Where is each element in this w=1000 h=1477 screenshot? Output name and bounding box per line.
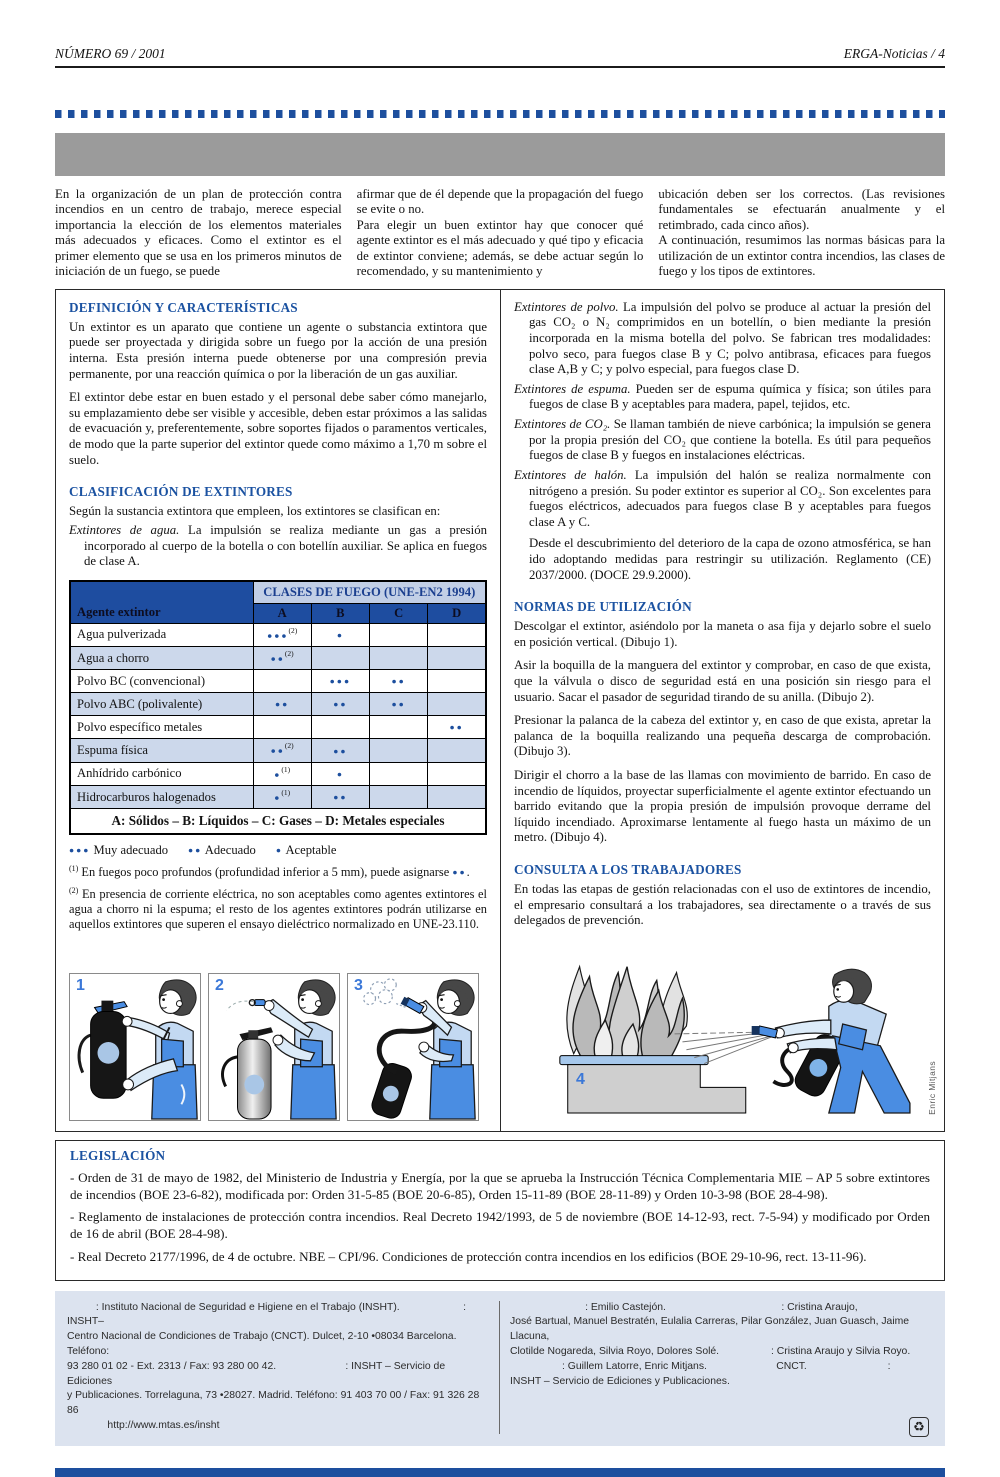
extintores-agua-lead: Extintores de agua. xyxy=(69,522,180,537)
legislacion-item: - Real Decreto 2177/1996, de 4 de octubre. NBE – CPI/96. Condiciones de protección contra incendios en los edificios (BOE 29-10-96, rect. 13-11-96). xyxy=(70,1248,867,1264)
figure-4-illustration xyxy=(514,937,934,1117)
footnote-2: $^{(2)}$ En presencia de corriente eléctrica, no son aceptables como agentes extintores el agua a chorro ni la espuma; el resto de los agentes extintores podrán utilizarse en aquellos extintores que superen el ensayo dieléctrico normalizado en UNE-23.110. xyxy=(69,886,487,932)
table-row: Agua a chorro ●●$^{(2)}$ xyxy=(70,647,486,670)
extintores-agua-text: La impulsión se realiza mediante un gas a presión incorporado al cuerpo de la botella o con botellín auxiliar. Se aplica en fuegos de clase A. xyxy=(84,522,487,569)
figure-3-panel xyxy=(347,973,479,1121)
recycle-icon: ♻ xyxy=(909,1417,929,1437)
fire-class-letter: C xyxy=(370,603,428,623)
consulta-title: CONSULTA A LOS TRABAJADORES xyxy=(514,862,742,878)
clasificacion-title: CLASIFICACIÓN DE EXTINTORES xyxy=(69,484,293,500)
intro-column: En la organización de un plan de protección contra incendios en un centro de trabajo, merece especial importancia la elección de los elementos materiales más adecuados y eficaces. Como el extintor es el primer elemento que se usa en los primeros minutos de iniciación de un fuego, se puede xyxy=(55,187,342,279)
figure-1-illustration xyxy=(70,974,200,1119)
normas-title: NORMAS DE UTILIZACIÓN xyxy=(514,599,692,615)
figure-1-number: 1 xyxy=(76,976,85,994)
definicion-title: DEFINICIÓN Y CARACTERÍSTICAS xyxy=(69,299,298,315)
legislacion-item: - Orden de 31 de mayo de 1982, del Ministerio de Industria y Energía, por la que se aprueba la Instrucción Técnica Complementaria MIE – AP 5 sobre extintores de incendios (BOE 23-6-82), modificada por: Orden 31-5-85 (BOE 20-6-85), Orden 15-11-89 (BOE 28-11-89) y Orden 10-3-98 (BOE 28-4-98). xyxy=(70,1169,930,1202)
clasificacion-intro: Según la sustancia extintora que empleen, los extintores se clasifican en: xyxy=(69,504,441,519)
footer-credits-band xyxy=(55,1291,945,1446)
intro-column: afirmar que de él depende que la propagación del fuego se evite o no. Para elegir un buen extintor hay que conocer qué agente extintor es el más adecuado y qué tipo y eficacia de extintor conviene; además, se debe actuar según lo recomendado, y su mantenimiento y xyxy=(356,187,644,279)
footer-right-column: : Emilio Castejón. : Cristina Araujo, José Bartual, Manuel Bestratén, Eulalia Carreras, Pilar González, Juan Guasch, Jaime Llacuna, Clotilde Nogareda, Silvia Royo, Dolores Solé. : Cristina Araujo y Silvia Royo. : Guillem Latorre, Enric Mitjans. CNCT. : INSHT – Servicio de Ediciones y Publicaciones. xyxy=(510,1301,912,1387)
consulta-paragraph: En todas las etapas de gestión relacionadas con el uso de extintores de incendio, el empresario consultará a los trabajadores, sea directamente o a través de sus delegados de prevención. xyxy=(514,882,931,928)
halon-ozone-paragraph: Desde el descubrimiento del deterioro de la capa de ozono atmosférica, se han ido adoptando medidas para restringir su utilización. Reglamento (CE) 2037/2000. (DOCE 29.9.2000). xyxy=(529,536,931,582)
footer-left-column: : Instituto Nacional de Seguridad e Higiene en el Trabajo (INSHT). : INSHT– Centro Nacional de Condiciones de Trabajo (CNCT). Dulcet, 2-10 •08034 Barcelona. Teléfono: 93 280 01 02 - Ext. 2313 / Fax: 93 280 00 42. : INSHT – Servicio de Ediciones y Publicaciones. Torrelaguna, 73 •28027. Madrid. Teléfono: 91 403 70 00 / Fax: 91 326 28 86 http://www.mtas.es/insht xyxy=(67,1301,500,1434)
table-row: Hidrocarburos halogenados ●$^{(1)}$ ●● xyxy=(70,786,486,809)
figure-2-number: 2 xyxy=(215,976,224,994)
publication-page: ERGA-Noticias / 4 xyxy=(843,46,945,61)
fire-classes-table xyxy=(69,580,487,836)
fire-class-letter: D xyxy=(428,603,486,623)
main-content-box xyxy=(55,289,945,1132)
norma-paragraph: Dirigir el chorro a la base de las llamas con movimiento de barrido. En caso de incendio de líquidos, proyectar superficialmente el agente extintor efectuando un barrido evitando que la propia presión de impulsión provoque derrame del líquido incendiado. Aproximarse lentamente al fuego hasta un máximo de un metro. (Dibujo 4). xyxy=(514,768,931,845)
intro-columns xyxy=(55,187,945,280)
figure-4-panel xyxy=(514,937,937,1121)
tipo-extintor-paragraph: Extintores de halón. La impulsión del halón se realiza normalmente con nitrógeno a presión. Su poder extintor es superior al CO₂. Son excelentes para fuegos eléctricos, adecuados para fuegos clase B y aceptables para fuegos clase A y C. xyxy=(514,467,932,529)
issue-number: NÚMERO 69 / 2001 xyxy=(55,46,166,61)
dotted-separator xyxy=(55,110,945,118)
tipo-extintor-paragraph: Extintores de CO₂. Se llaman también de nieve carbónica; la impulsión se genera por la propia presión del CO₂ que contiene la botella. Es útil para pequeños fuegos de clase B y fuegos en instalaciones eléctricas. xyxy=(514,417,931,463)
masthead xyxy=(55,46,945,68)
legislacion-box xyxy=(55,1140,945,1281)
table-row: Espuma física ●●$^{(2)}$ ●● xyxy=(70,739,486,762)
footnote-1: $^{(1)}$ En fuegos poco profundos (profundidad inferior a 5 mm), puede asignarse ●●. xyxy=(69,864,470,880)
intro-column: ubicación deben ser los correctos. (Las revisiones fundamentales se efectuarán anualmente y el retimbrado, cada cinco años). A continuación, resumimos las normas básicas para la utilización de un extintor contra incendios, las clases de fuego y los tipos de extintores. xyxy=(658,187,946,279)
illustrator-credit: Enric Mitjans xyxy=(927,1061,937,1115)
figure-4-number: 4 xyxy=(576,1070,585,1088)
left-column xyxy=(56,290,500,1131)
table-classes-header: CLASES DE FUEGO (UNE-EN2 1994) xyxy=(253,581,486,604)
right-column xyxy=(500,290,944,1131)
table-row: Polvo ABC (polivalente) ●● ●● ●● xyxy=(70,693,486,716)
table-footer-note: A: Sólidos – B: Líquidos – C: Gases – D: Metales especiales xyxy=(70,809,486,835)
tipo-extintor-paragraph: Extintores de polvo. La impulsión del polvo se produce al actuar la presión del gas CO₂ o N₂ comprimidos en un botellín, o bien mediante la presión incorporada en la misma botella del polvo. Se fabrican tres modalidades: polvo seco, para fuegos clase B y C; polvo antibrasa, eficaces para fuegos clase A,B y C; y polvo especial, para fuegos clase D. xyxy=(514,299,931,377)
tipo-extintor-paragraph: Extintores de espuma. Pueden ser de espuma química y física; son útiles para fuegos de clase B y aceptables para madera, papel, tejidos, etc. xyxy=(514,381,931,412)
figure-2-illustration xyxy=(209,974,339,1119)
table-row: Polvo específico metales ●● xyxy=(70,716,486,739)
bottom-blue-bar xyxy=(55,1468,945,1477)
figure-1-panel xyxy=(69,973,201,1121)
figures-row xyxy=(69,967,487,1121)
definicion-p2: El extintor debe estar en buen estado y el personal debe saber cómo manejarlo, su emplazamiento debe ser visible y accesible, deben estar próximos a las salidas de evacuación y, preferentemente, sobre soportes fijados o paramentos verticales, de modo que la parte superior del extintor quede como máximo a 1,70 m sobre el suelo. xyxy=(69,390,487,467)
figure-3-illustration xyxy=(348,974,478,1119)
fire-class-letter: B xyxy=(311,603,369,623)
legislacion-title: LEGISLACIÓN xyxy=(70,1147,166,1163)
legislacion-item: - Reglamento de instalaciones de protección contra incendios. Real Decreto 1942/1993, de 5 de noviembre (BOE 14-12-93, rect. 7-5-94) y modificado por Orden de 16 de abril (BOE 28-4-98). xyxy=(70,1209,930,1242)
normas-paragraphs xyxy=(514,619,931,854)
figure-2-panel xyxy=(208,973,340,1121)
fire-class-letter: A xyxy=(253,603,311,623)
norma-paragraph: Presionar la palanca de la cabeza del extintor y, en caso de que exista, apretar la palanca de la boquilla realizando una pequeña descarga de comprobación. (Dibujo 3). xyxy=(514,713,931,759)
table-row: Polvo BC (convencional) ●●● ●● xyxy=(70,670,486,693)
gray-title-banner xyxy=(55,133,945,176)
legislacion-items xyxy=(70,1170,930,1266)
table-agent-header: Agente extintor xyxy=(70,581,253,624)
tipos-list xyxy=(514,300,931,535)
extintores-agua-paragraph xyxy=(69,523,487,570)
legend: ●●● Muy adecuado ●● Adecuado ● Aceptable xyxy=(69,843,337,858)
norma-paragraph: Descolgar el extintor, asiéndolo por la maneta o asa fija y dejarlo sobre el suelo en posición vertical. (Dibujo 1). xyxy=(514,619,931,649)
figure-3-number: 3 xyxy=(354,976,363,994)
norma-paragraph: Asir la boquilla de la manguera del extintor y comprobar, en caso de que exista, que la válvula o disco de seguridad está en una posición sin riesgo para el usuario. Sacar el pasador de seguridad tirando de su anilla. (Dibujo 2). xyxy=(514,658,931,704)
table-row: Agua pulverizada ●●●$^{(2)}$ ● xyxy=(70,623,486,646)
definicion-p1: Un extintor es un aparato que contiene un agente o substancia extintora que puede ser proyectada y dirigida sobre un fuego por la acción de una presión interna. Esta presión interna puede obtenerse por una compresión previa permanente, por una reacción química o por la liberación de un gas auxiliar. xyxy=(69,319,487,381)
table-row: Anhídrido carbónico ●$^{(1)}$ ● xyxy=(70,762,486,785)
